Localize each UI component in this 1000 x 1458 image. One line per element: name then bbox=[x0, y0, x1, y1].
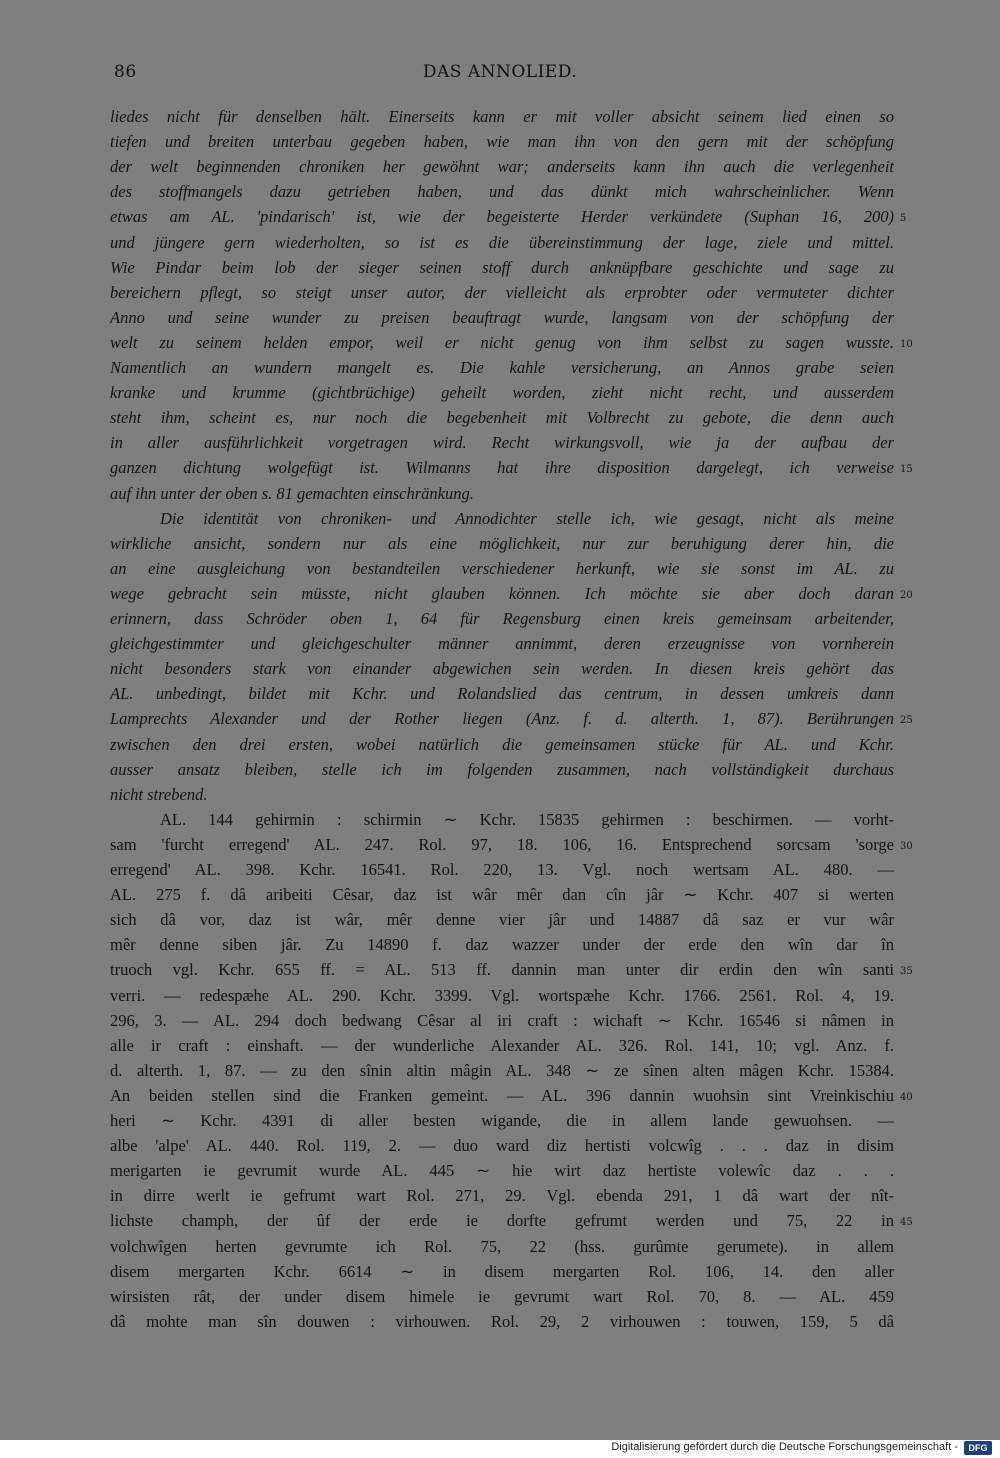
line-number-marker: 25 bbox=[900, 715, 913, 727]
text-line: wirsisten rât, der under disem himele ie gevrumt wart Rol. 70, 8. — AL. 459 bbox=[110, 1286, 894, 1306]
text-line: Die identität von chroniken- und Annodichter stelle ich, wie gesagt, nicht als meine bbox=[160, 508, 894, 528]
text-line: auf ihn unter der oben s. 81 gemachten einschränkung. bbox=[110, 483, 474, 503]
text-line: Anno und seine wunder zu preisen beauftragt wurde, langsam von der schöpfung der bbox=[110, 307, 894, 327]
text-line: etwas am AL. 'pindarisch' ist, wie der begeisterte Herder verkündete (Suphan 16, 200) bbox=[110, 207, 894, 227]
text-line: der welt beginnenden chroniken her gewöhnt war; anderseits kann ihn auch die verlegenheit bbox=[110, 157, 894, 177]
text-line: albe 'alpe' AL. 440. Rol. 119, 2. — duo ward diz hertisti volcwîg . . . daz in disim bbox=[110, 1136, 894, 1156]
line-number-marker: 20 bbox=[900, 589, 913, 601]
text-line: und jüngere gern wiederholten, so ist es die übereinstimmung der lage, ziele und mittel. bbox=[110, 232, 894, 252]
text-line: erregend' AL. 398. Kchr. 16541. Rol. 220, 13. Vgl. noch wertsam AL. 480. — bbox=[110, 860, 894, 879]
text-line: ganzen dichtung wolgefügt ist. Wilmanns hat ihre disposition dargelegt, ich verweise bbox=[110, 458, 894, 478]
text-line: bereichern pflegt, so steigt unser autor, der vielleicht als erprobter oder vermuteter dichter bbox=[110, 282, 894, 302]
text-line: gleichgestimmter und gleichgeschulter männer annimmt, deren erzeugnisse von vornherein bbox=[110, 634, 894, 654]
line-number-marker: 45 bbox=[900, 1217, 913, 1229]
dfg-logo: DFG bbox=[964, 1441, 992, 1455]
text-line: mêr denne siben jâr. Zu 14890 f. daz wazzer under der erde den wîn dar în bbox=[110, 935, 894, 955]
text-line: merigarten ie gevrumit wurde AL. 445 ∼ hie wirt daz hertiste volewîc daz . . . bbox=[110, 1161, 894, 1181]
text-line: heri ∼ Kchr. 4391 di aller besten wigande, die in allem lande gewuohsen. — bbox=[110, 1111, 894, 1130]
text-line: Wie Pindar beim lob der sieger seinen stoff durch anknüpfbare geschichte und sage zu bbox=[110, 257, 894, 277]
text-line: alle ir craft : einshaft. — der wunderliche Alexander AL. 326. Rol. 141, 10; vgl. Anz. f. bbox=[110, 1035, 894, 1055]
text-line: wege gebracht sein müsste, nicht glauben können. Ich möchte sie aber doch daran bbox=[110, 583, 894, 603]
text-line: volchwîgen herten gevrumte ich Rol. 75, 22 (hss. gurûmte gerumete). in allem bbox=[110, 1236, 894, 1256]
page-number: 86 bbox=[114, 62, 137, 82]
line-number-marker: 10 bbox=[900, 338, 913, 350]
text-line: AL. 275 f. dâ aribeiti Cêsar, daz ist wâr mêr dan cîn jâr ∼ Kchr. 407 si werten bbox=[110, 885, 894, 905]
line-number-marker: 15 bbox=[900, 464, 913, 476]
text-line: 296, 3. — AL. 294 doch bedwang Cêsar al iri craft : wichaft ∼ Kchr. 16546 si nâmen in bbox=[110, 1010, 894, 1030]
text-line: zwischen den drei ersten, wobei natürlich die gemeinsamen stücke für AL. und Kchr. bbox=[110, 734, 894, 754]
line-number-marker: 35 bbox=[900, 966, 913, 978]
text-line: ausser ansatz bleiben, stelle ich im folgenden zusammen, nach vollständigkeit durchaus bbox=[110, 759, 894, 779]
text-line: truoch vgl. Kchr. 655 ff. = AL. 513 ff. dannin man unter dir erdin den wîn santi bbox=[110, 960, 894, 980]
footer-bar bbox=[0, 1440, 1000, 1458]
line-number-marker: 40 bbox=[900, 1091, 913, 1103]
text-line: AL. unbedingt, bildet mit Kchr. und Rolandslied das centrum, in dessen umkreis dann bbox=[110, 684, 894, 704]
text-line: steht ihm, scheint es, nur noch die begebenheit mit Volbrecht zu gebote, die denn auch bbox=[110, 408, 894, 428]
text-line: Lamprechts Alexander und der Rother liegen (Anz. f. d. alterth. 1, 87). Berührungen bbox=[110, 709, 894, 729]
text-line: welt zu seinem helden empor, weil er nicht genug von ihm selbst zu sagen wusste. bbox=[110, 332, 894, 352]
text-line: sam 'furcht erregend' AL. 247. Rol. 97, 18. 106, 16. Entsprechend sorcsam 'sorge bbox=[110, 834, 894, 854]
text-line: Namentlich an wundern mangelt es. Die kahle versicherung, an Annos grabe seien bbox=[110, 358, 894, 377]
line-number-marker: 5 bbox=[900, 213, 907, 225]
text-line: an eine ausgleichung von bestandteilen verschiedener herkunft, wie sie sonst im AL. zu bbox=[110, 558, 894, 578]
text-line: verri. — redespæhe AL. 290. Kchr. 3399. Vgl. wortspæhe Kchr. 1766. 2561. Rol. 4, 19. bbox=[110, 985, 894, 1005]
text-line: liedes nicht für denselben hält. Einerseits kann er mit voller absicht seinem lied einen so bbox=[110, 107, 894, 126]
text-line: sich dâ vor, daz ist wâr, mêr denne vier jâr und 14887 dâ saz er vur wâr bbox=[110, 910, 894, 930]
text-line: in dirre werlt ie gefrumt wart Rol. 271, 29. Vgl. ebenda 291, 1 dâ wart der nît- bbox=[110, 1186, 894, 1206]
text-line: des stoffmangels dazu getrieben haben, und das dünkt mich wahrscheinlicher. Wenn bbox=[110, 182, 894, 202]
text-line: wirkliche ansicht, sondern nur als eine möglichkeit, nur zur beruhigung derer hin, die bbox=[110, 533, 894, 553]
running-title: DAS ANNOLIED. bbox=[422, 62, 578, 82]
text-line: tiefen und breiten unterbau gegeben haben, wie man ihn von den gern mit der schöpfung bbox=[110, 132, 894, 152]
text-line: disem mergarten Kchr. 6614 ∼ in disem mergarten Rol. 106, 14. den aller bbox=[110, 1261, 894, 1281]
text-line: d. alterth. 1, 87. — zu den sînin altin mâgin AL. 348 ∼ ze sînen alten mâgen Kchr. 15384. bbox=[110, 1060, 894, 1080]
text-line: erinnern, dass Schröder oben 1, 64 für Regensburg einen kreis gemeinsam arbeitender, bbox=[110, 609, 894, 628]
text-line: An beiden stellen sind die Franken gemeint. — AL. 396 dannin wuohsin sint Vreinkischiu bbox=[110, 1085, 894, 1105]
line-number-marker: 30 bbox=[900, 840, 913, 852]
text-line: nicht strebend. bbox=[110, 784, 208, 804]
funding-notice: Digitalisierung gefördert durch die Deutsche Forschungsgemeinschaft - bbox=[611, 1441, 958, 1453]
text-line: in aller ausführlichkeit vorgetragen wird. Recht wirkungsvoll, wie ja der aufbau der bbox=[110, 433, 894, 453]
text-line: AL. 144 gehirmin : schirmin ∼ Kchr. 15835 gehirmen : beschirmen. — vorht- bbox=[160, 809, 894, 829]
text-line: dâ mohte man sîn douwen : virhouwen. Rol. 29, 2 virhouwen : touwen, 159, 5 dâ bbox=[110, 1311, 894, 1331]
text-line: lichste champh, der ûf der erde ie dorfte gefrumt werden und 75, 22 in bbox=[110, 1211, 894, 1231]
text-line: kranke und krumme (gichtbrüchige) geheilt worden, zieht nicht recht, und ausserdem bbox=[110, 383, 894, 403]
text-line: nicht besonders stark von einander abgewichen sein werden. In diesen kreis gehört das bbox=[110, 659, 894, 679]
